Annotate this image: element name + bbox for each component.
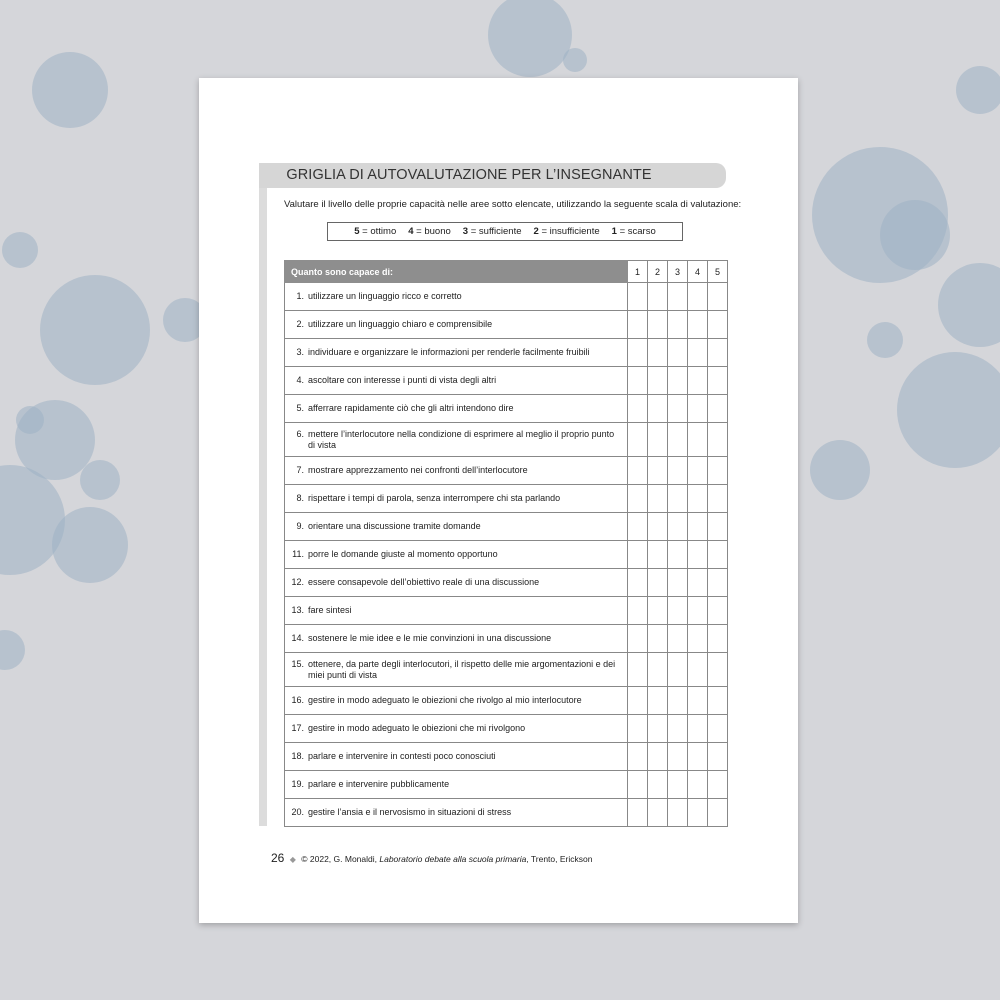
score-cell[interactable]: [668, 513, 688, 541]
table-row: [285, 541, 728, 569]
score-cell[interactable]: [688, 625, 708, 653]
item-number: 17.: [291, 723, 304, 733]
score-cell[interactable]: [628, 743, 648, 771]
score-cell[interactable]: [668, 597, 688, 625]
item-cell: [285, 541, 628, 569]
item-number: 20.: [291, 807, 304, 817]
scale-label: = buono: [416, 226, 451, 237]
score-cell[interactable]: [668, 485, 688, 513]
item-number: 16.: [291, 695, 304, 705]
item-text: parlare e intervenire in contesti poco conosciuti: [308, 751, 496, 761]
score-cell[interactable]: [668, 395, 688, 423]
score-cell[interactable]: [668, 743, 688, 771]
score-cell[interactable]: [688, 283, 708, 311]
item-number: 19.: [291, 779, 304, 789]
score-cell[interactable]: [628, 457, 648, 485]
score-cell[interactable]: [708, 653, 728, 687]
table-row: [285, 513, 728, 541]
score-column-header: 1: [628, 261, 648, 283]
table-row: [285, 311, 728, 339]
score-cell[interactable]: [648, 423, 668, 457]
item-text: gestire in modo adeguato le obiezioni che mi rivolgono: [308, 723, 526, 733]
table-row: [285, 653, 728, 687]
score-cell[interactable]: [708, 395, 728, 423]
page-footer: [271, 851, 592, 865]
score-cell[interactable]: [688, 653, 708, 687]
score-cell[interactable]: [628, 485, 648, 513]
score-cell[interactable]: [708, 339, 728, 367]
item-cell: [285, 569, 628, 597]
score-cell[interactable]: [668, 541, 688, 569]
score-cell[interactable]: [688, 771, 708, 799]
item-number: 18.: [291, 751, 304, 761]
scale-entry: [612, 226, 656, 237]
score-cell[interactable]: [628, 715, 648, 743]
table-row: [285, 283, 728, 311]
footer-separator: ◆: [289, 855, 296, 864]
score-cell[interactable]: [708, 569, 728, 597]
book-title: Laboratorio debate alla scuola primaria: [379, 854, 527, 864]
table-row: [285, 715, 728, 743]
item-cell: [285, 283, 628, 311]
item-number: 13.: [291, 605, 304, 615]
item-number: 9.: [296, 521, 304, 531]
scale-entry: [354, 226, 396, 237]
score-cell[interactable]: [648, 597, 668, 625]
score-cell[interactable]: [668, 653, 688, 687]
item-text: utilizzare un linguaggio chiaro e comprensibile: [308, 319, 493, 329]
grid-header-row: [285, 261, 728, 283]
score-cell[interactable]: [708, 457, 728, 485]
item-number: 11.: [292, 549, 304, 559]
score-cell[interactable]: [708, 513, 728, 541]
item-text: mostrare apprezzamento nei confronti dell’interlocutore: [308, 465, 528, 475]
score-cell[interactable]: [708, 625, 728, 653]
score-cell[interactable]: [668, 569, 688, 597]
item-number: 14.: [291, 633, 304, 643]
item-cell: [285, 395, 628, 423]
item-cell: [285, 367, 628, 395]
score-cell[interactable]: [628, 283, 648, 311]
copyright-text: © 2022, G. Monaldi,: [301, 854, 377, 864]
item-text: fare sintesi: [308, 605, 352, 615]
header-label: Quanto sono capace di:: [285, 261, 628, 283]
item-cell: [285, 715, 628, 743]
item-text: gestire in modo adeguato le obiezioni che rivolgo al mio interlocutore: [308, 695, 582, 705]
scale-label: = ottimo: [362, 226, 397, 237]
scale-label: = insufficiente: [541, 226, 600, 237]
score-cell[interactable]: [628, 339, 648, 367]
score-cell[interactable]: [688, 687, 708, 715]
score-cell[interactable]: [648, 687, 668, 715]
score-cell[interactable]: [648, 339, 668, 367]
score-cell[interactable]: [688, 311, 708, 339]
score-cell[interactable]: [628, 569, 648, 597]
score-cell[interactable]: [688, 569, 708, 597]
item-cell: [285, 513, 628, 541]
score-cell[interactable]: [628, 541, 648, 569]
item-number: 8.: [296, 493, 304, 503]
table-row: [285, 339, 728, 367]
scale-value: 5: [354, 226, 360, 237]
score-cell[interactable]: [688, 513, 708, 541]
item-cell: [285, 625, 628, 653]
score-cell[interactable]: [688, 743, 708, 771]
score-cell[interactable]: [628, 367, 648, 395]
score-cell[interactable]: [648, 311, 668, 339]
score-cell[interactable]: [708, 485, 728, 513]
score-cell[interactable]: [708, 799, 728, 827]
score-cell[interactable]: [708, 597, 728, 625]
score-cell[interactable]: [648, 743, 668, 771]
score-cell[interactable]: [708, 771, 728, 799]
table-row: [285, 423, 728, 457]
score-cell[interactable]: [648, 625, 668, 653]
table-row: [285, 569, 728, 597]
score-cell[interactable]: [628, 423, 648, 457]
score-cell[interactable]: [668, 625, 688, 653]
item-text: utilizzare un linguaggio ricco e corretto: [308, 291, 462, 301]
score-cell[interactable]: [688, 597, 708, 625]
item-cell: [285, 311, 628, 339]
score-cell[interactable]: [668, 457, 688, 485]
score-cell[interactable]: [648, 457, 668, 485]
page-number: 26: [271, 851, 285, 865]
scale-label: = sufficiente: [470, 226, 522, 237]
item-number: 4.: [296, 375, 304, 385]
item-number: 2.: [296, 319, 304, 329]
item-number: 3.: [296, 347, 304, 357]
score-cell[interactable]: [648, 367, 668, 395]
margin-bar: [259, 164, 267, 826]
table-row: [285, 687, 728, 715]
score-cell[interactable]: [648, 513, 668, 541]
item-text: ottenere, da parte degli interlocutori, il rispetto delle mie argomentazioni e dei miei punti di vista: [308, 658, 616, 680]
score-cell[interactable]: [688, 395, 708, 423]
scale-entry: [463, 226, 522, 237]
item-cell: [285, 743, 628, 771]
score-cell[interactable]: [668, 715, 688, 743]
table-row: [285, 799, 728, 827]
score-cell[interactable]: [648, 395, 668, 423]
score-column-header: 4: [688, 261, 708, 283]
scale-value: 1: [611, 226, 617, 237]
score-cell[interactable]: [688, 799, 708, 827]
score-cell[interactable]: [688, 485, 708, 513]
item-text: individuare e organizzare le informazioni per renderle facilmente fruibili: [308, 347, 590, 357]
item-number: 12.: [291, 577, 304, 587]
score-cell[interactable]: [668, 367, 688, 395]
table-row: [285, 625, 728, 653]
score-cell[interactable]: [668, 339, 688, 367]
scale-value: 4: [408, 226, 414, 237]
table-row: [285, 395, 728, 423]
score-cell[interactable]: [648, 653, 668, 687]
score-column-header: 3: [668, 261, 688, 283]
score-cell[interactable]: [628, 597, 648, 625]
item-text: afferrare rapidamente ciò che gli altri intendono dire: [308, 403, 514, 413]
item-cell: [285, 457, 628, 485]
item-text: gestire l’ansia e il nervosismo in situazioni di stress: [308, 807, 512, 817]
item-text: mettere l’interlocutore nella condizione di esprimere al meglio il proprio punto di vista: [308, 428, 615, 450]
score-cell[interactable]: [708, 423, 728, 457]
score-cell[interactable]: [688, 715, 708, 743]
item-cell: [285, 799, 628, 827]
score-column-header: 2: [648, 261, 668, 283]
score-cell[interactable]: [628, 687, 648, 715]
item-text: ascoltare con interesse i punti di vista degli altri: [308, 375, 497, 385]
item-text: sostenere le mie idee e le mie convinzioni in una discussione: [308, 633, 552, 643]
item-text: rispettare i tempi di parola, senza interrompere chi sta parlando: [308, 493, 561, 503]
item-cell: [285, 653, 628, 687]
score-cell[interactable]: [648, 541, 668, 569]
rating-scale-legend: [327, 222, 683, 241]
score-cell[interactable]: [688, 367, 708, 395]
table-row: [285, 597, 728, 625]
score-cell[interactable]: [628, 799, 648, 827]
item-cell: [285, 687, 628, 715]
score-cell[interactable]: [648, 799, 668, 827]
score-cell[interactable]: [688, 339, 708, 367]
scale-value: 2: [533, 226, 539, 237]
score-cell[interactable]: [708, 311, 728, 339]
score-cell[interactable]: [708, 367, 728, 395]
item-number: 15.: [291, 658, 304, 669]
table-row: [285, 457, 728, 485]
score-cell[interactable]: [628, 653, 648, 687]
item-number: 7.: [296, 465, 304, 475]
score-cell[interactable]: [708, 715, 728, 743]
score-cell[interactable]: [668, 799, 688, 827]
score-cell[interactable]: [708, 743, 728, 771]
instructions-text: Valutare il livello delle proprie capacità nelle aree sotto elencate, utilizzando la seguente scala di valutazione:: [284, 199, 742, 210]
item-cell: [285, 485, 628, 513]
item-text: parlare e intervenire pubblicamente: [308, 779, 450, 789]
score-cell[interactable]: [688, 457, 708, 485]
scale-value: 3: [462, 226, 469, 237]
scale-entry: [534, 226, 600, 237]
table-row: [285, 771, 728, 799]
score-cell[interactable]: [668, 283, 688, 311]
score-cell[interactable]: [628, 395, 648, 423]
score-cell[interactable]: [628, 625, 648, 653]
item-cell: [285, 771, 628, 799]
item-cell: [285, 597, 628, 625]
score-cell[interactable]: [648, 283, 668, 311]
publisher-text: , Trento, Erickson: [526, 854, 593, 864]
score-cell[interactable]: [668, 311, 688, 339]
table-row: [285, 367, 728, 395]
score-column-header: 5: [708, 261, 728, 283]
item-cell: [285, 423, 628, 457]
item-text: porre le domande giuste al momento opportuno: [308, 549, 498, 559]
score-cell[interactable]: [688, 541, 708, 569]
table-row: [285, 485, 728, 513]
document-page: [199, 78, 798, 923]
item-cell: [285, 339, 628, 367]
score-cell[interactable]: [708, 687, 728, 715]
self-assessment-grid: [284, 260, 728, 827]
score-cell[interactable]: [708, 541, 728, 569]
scale-entry: [408, 226, 451, 237]
score-cell[interactable]: [628, 311, 648, 339]
item-text: essere consapevole dell’obiettivo reale di una discussione: [308, 577, 540, 587]
item-number: 1.: [296, 291, 304, 301]
score-cell[interactable]: [628, 513, 648, 541]
score-cell[interactable]: [668, 687, 688, 715]
score-cell[interactable]: [668, 771, 688, 799]
score-cell[interactable]: [648, 715, 668, 743]
table-row: [285, 743, 728, 771]
score-cell[interactable]: [648, 569, 668, 597]
scale-label: = scarso: [619, 226, 656, 237]
item-text: orientare una discussione tramite domande: [308, 521, 481, 531]
score-cell[interactable]: [708, 283, 728, 311]
item-number: 5.: [296, 403, 304, 413]
score-cell[interactable]: [648, 771, 668, 799]
score-cell[interactable]: [688, 423, 708, 457]
item-number: 6.: [296, 428, 304, 439]
score-cell[interactable]: [668, 423, 688, 457]
page-title: GRIGLIA DI AUTOVALUTAZIONE PER L’INSEGNANTE: [286, 167, 652, 183]
score-cell[interactable]: [628, 771, 648, 799]
score-cell[interactable]: [648, 485, 668, 513]
